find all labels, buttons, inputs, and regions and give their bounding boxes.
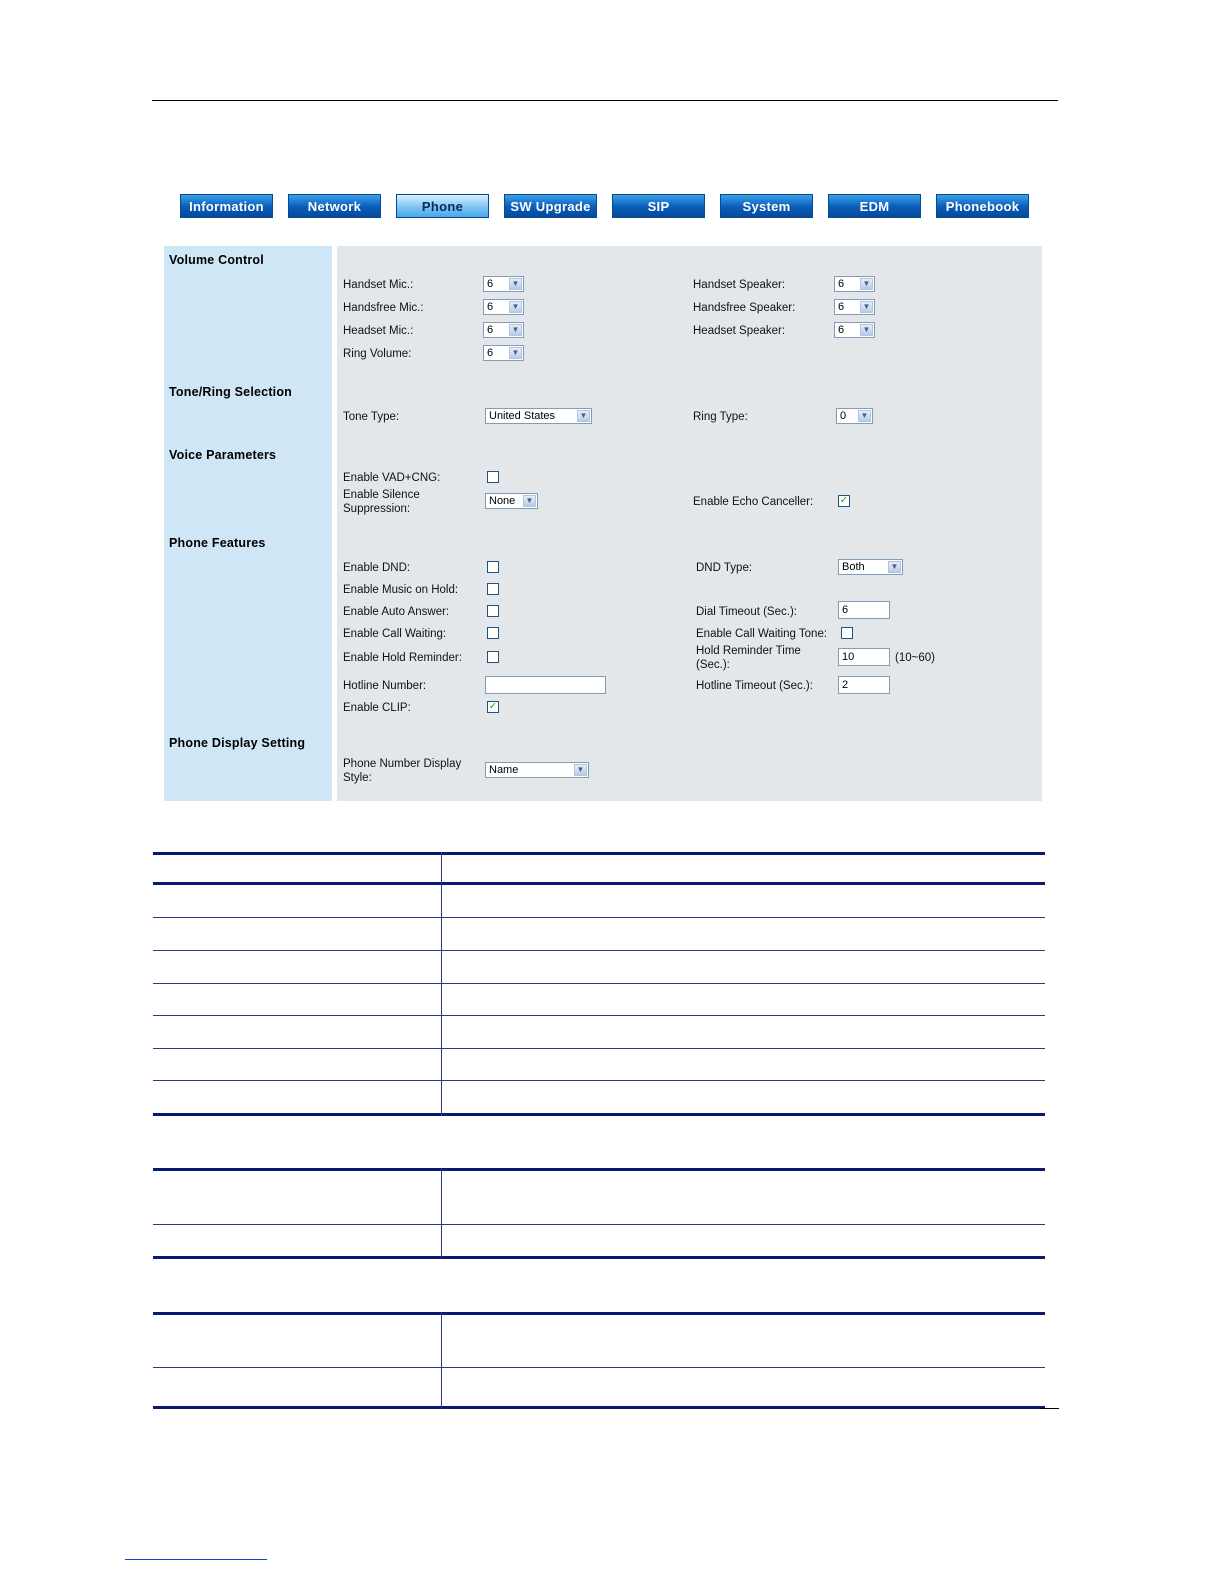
handsfree-speaker-select[interactable] xyxy=(834,299,875,315)
dnd-type-label: DND Type: xyxy=(696,562,753,574)
clip-checkbox[interactable] xyxy=(487,701,499,713)
display-style-label-line2: Style: xyxy=(343,772,372,784)
auto-answer-label: Enable Auto Answer: xyxy=(343,606,450,618)
dial-timeout-label: Dial Timeout (Sec.): xyxy=(696,606,797,618)
display-style-select[interactable] xyxy=(485,762,589,778)
table-rule xyxy=(153,1367,1045,1368)
chevron-down-icon: ▼ xyxy=(509,324,522,336)
tone-type-select[interactable] xyxy=(485,408,592,424)
handsfree-speaker-label: Handsfree Speaker: xyxy=(693,302,796,314)
dial-timeout-input[interactable]: 6 xyxy=(838,601,890,619)
tab-sw-upgrade[interactable]: SW Upgrade xyxy=(504,194,597,218)
check-icon: ✓ xyxy=(488,701,498,712)
silence-label-line2: Suppression: xyxy=(343,503,411,515)
table-rule xyxy=(153,1406,1045,1409)
handset-speaker-label: Handset Speaker: xyxy=(693,279,786,291)
section-title-tone: Tone/Ring Selection xyxy=(169,385,293,399)
vad-label: Enable VAD+CNG: xyxy=(343,472,441,484)
dnd-type-value: Both xyxy=(842,561,865,573)
handsfree-mic-select[interactable] xyxy=(483,299,524,315)
headset-speaker-select[interactable] xyxy=(834,322,875,338)
tone-type-value: United States xyxy=(489,410,556,422)
cw-tone-label: Enable Call Waiting Tone: xyxy=(696,628,828,640)
cw-tone-checkbox[interactable] xyxy=(841,627,853,639)
clip-label: Enable CLIP: xyxy=(343,702,411,714)
headset-speaker-value: 6 xyxy=(838,324,845,336)
page-bottom-rule xyxy=(1040,1408,1059,1409)
dnd-type-select[interactable] xyxy=(838,559,903,575)
tab-sip[interactable]: SIP xyxy=(612,194,705,218)
table-column-divider xyxy=(441,852,442,1116)
chevron-down-icon: ▼ xyxy=(509,347,522,359)
table-rule xyxy=(153,1168,1045,1171)
ring-volume-label: Ring Volume: xyxy=(343,348,412,360)
chevron-down-icon: ▼ xyxy=(858,410,871,422)
table-rule xyxy=(153,1224,1045,1225)
section-sidebar xyxy=(164,246,332,801)
table-column-divider xyxy=(441,1312,442,1409)
headset-speaker-label: Headset Speaker: xyxy=(693,325,786,337)
vad-checkbox[interactable] xyxy=(487,471,499,483)
handset-mic-value: 6 xyxy=(487,278,494,290)
chevron-down-icon: ▼ xyxy=(523,495,536,507)
ring-type-select[interactable] xyxy=(836,408,873,424)
handset-mic-label: Handset Mic.: xyxy=(343,279,414,291)
ring-volume-select[interactable] xyxy=(483,345,524,361)
ring-volume-value: 6 xyxy=(487,347,494,359)
handsfree-mic-label: Handsfree Mic.: xyxy=(343,302,424,314)
headset-mic-value: 6 xyxy=(487,324,494,336)
silence-label-line1: Enable Silence xyxy=(343,489,420,501)
check-icon: ✓ xyxy=(839,495,849,506)
tab-system[interactable]: System xyxy=(720,194,813,218)
auto-answer-checkbox[interactable] xyxy=(487,605,499,617)
table-rule xyxy=(153,1048,1045,1049)
headset-mic-select[interactable] xyxy=(483,322,524,338)
chevron-down-icon: ▼ xyxy=(860,324,873,336)
table-rule xyxy=(153,1256,1045,1259)
tab-network[interactable]: Network xyxy=(288,194,381,218)
moh-label: Enable Music on Hold: xyxy=(343,584,459,596)
hotline-input[interactable] xyxy=(485,676,606,694)
hold-reminder-checkbox[interactable] xyxy=(487,651,499,663)
hold-reminder-label: Enable Hold Reminder: xyxy=(343,652,462,664)
echo-checkbox[interactable] xyxy=(838,495,850,507)
silence-value: None xyxy=(489,495,516,507)
table-rule xyxy=(153,950,1045,951)
hold-time-label-line1: Hold Reminder Time xyxy=(696,645,801,657)
table-rule xyxy=(153,1312,1045,1315)
dnd-checkbox[interactable] xyxy=(487,561,499,573)
hold-time-input[interactable]: 10 xyxy=(838,648,890,666)
handset-mic-select[interactable] xyxy=(483,276,524,292)
chevron-down-icon: ▼ xyxy=(860,301,873,313)
tone-type-label: Tone Type: xyxy=(343,411,400,423)
call-waiting-label: Enable Call Waiting: xyxy=(343,628,447,640)
tab-edm[interactable]: EDM xyxy=(828,194,921,218)
hotline-label: Hotline Number: xyxy=(343,680,427,692)
dnd-label: Enable DND: xyxy=(343,562,411,574)
handsfree-speaker-value: 6 xyxy=(838,301,845,313)
moh-checkbox[interactable] xyxy=(487,583,499,595)
handset-speaker-select[interactable] xyxy=(834,276,875,292)
tab-phone[interactable]: Phone xyxy=(396,194,489,218)
chevron-down-icon: ▼ xyxy=(888,561,901,573)
ring-type-value: 0 xyxy=(840,410,847,422)
tab-phonebook[interactable]: Phonebook xyxy=(936,194,1029,218)
table-rule xyxy=(153,1113,1045,1116)
hold-time-label-line2: (Sec.): xyxy=(696,659,730,671)
table-column-divider xyxy=(441,1168,442,1259)
handsfree-mic-value: 6 xyxy=(487,301,494,313)
table-rule xyxy=(153,852,1045,855)
silence-select[interactable] xyxy=(485,493,538,509)
section-title-voice: Voice Parameters xyxy=(169,448,277,462)
table-rule xyxy=(153,983,1045,984)
table-rule xyxy=(153,882,1045,885)
handset-speaker-value: 6 xyxy=(838,278,845,290)
section-title-features: Phone Features xyxy=(169,536,266,550)
table-rule xyxy=(153,917,1045,918)
hotline-timeout-input[interactable]: 2 xyxy=(838,676,890,694)
chevron-down-icon: ▼ xyxy=(509,278,522,290)
section-title-volume: Volume Control xyxy=(169,253,264,267)
tab-information[interactable]: Information xyxy=(180,194,273,218)
table-rule xyxy=(153,1080,1045,1081)
hotline-timeout-label: Hotline Timeout (Sec.): xyxy=(696,680,813,692)
display-style-label-line1: Phone Number Display xyxy=(343,758,462,770)
chevron-down-icon: ▼ xyxy=(577,410,590,422)
footnote-rule xyxy=(125,1559,267,1560)
table-rule xyxy=(153,1015,1045,1016)
hold-time-range: (10~60) xyxy=(895,652,935,664)
chevron-down-icon: ▼ xyxy=(509,301,522,313)
headset-mic-label: Headset Mic.: xyxy=(343,325,414,337)
page-top-rule xyxy=(152,100,1058,101)
ring-type-label: Ring Type: xyxy=(693,411,748,423)
call-waiting-checkbox[interactable] xyxy=(487,627,499,639)
chevron-down-icon: ▼ xyxy=(574,764,587,776)
section-title-display: Phone Display Setting xyxy=(169,736,306,750)
chevron-down-icon: ▼ xyxy=(860,278,873,290)
display-style-value: Name xyxy=(489,764,519,776)
echo-label: Enable Echo Canceller: xyxy=(693,496,814,508)
settings-panel xyxy=(337,246,1042,801)
